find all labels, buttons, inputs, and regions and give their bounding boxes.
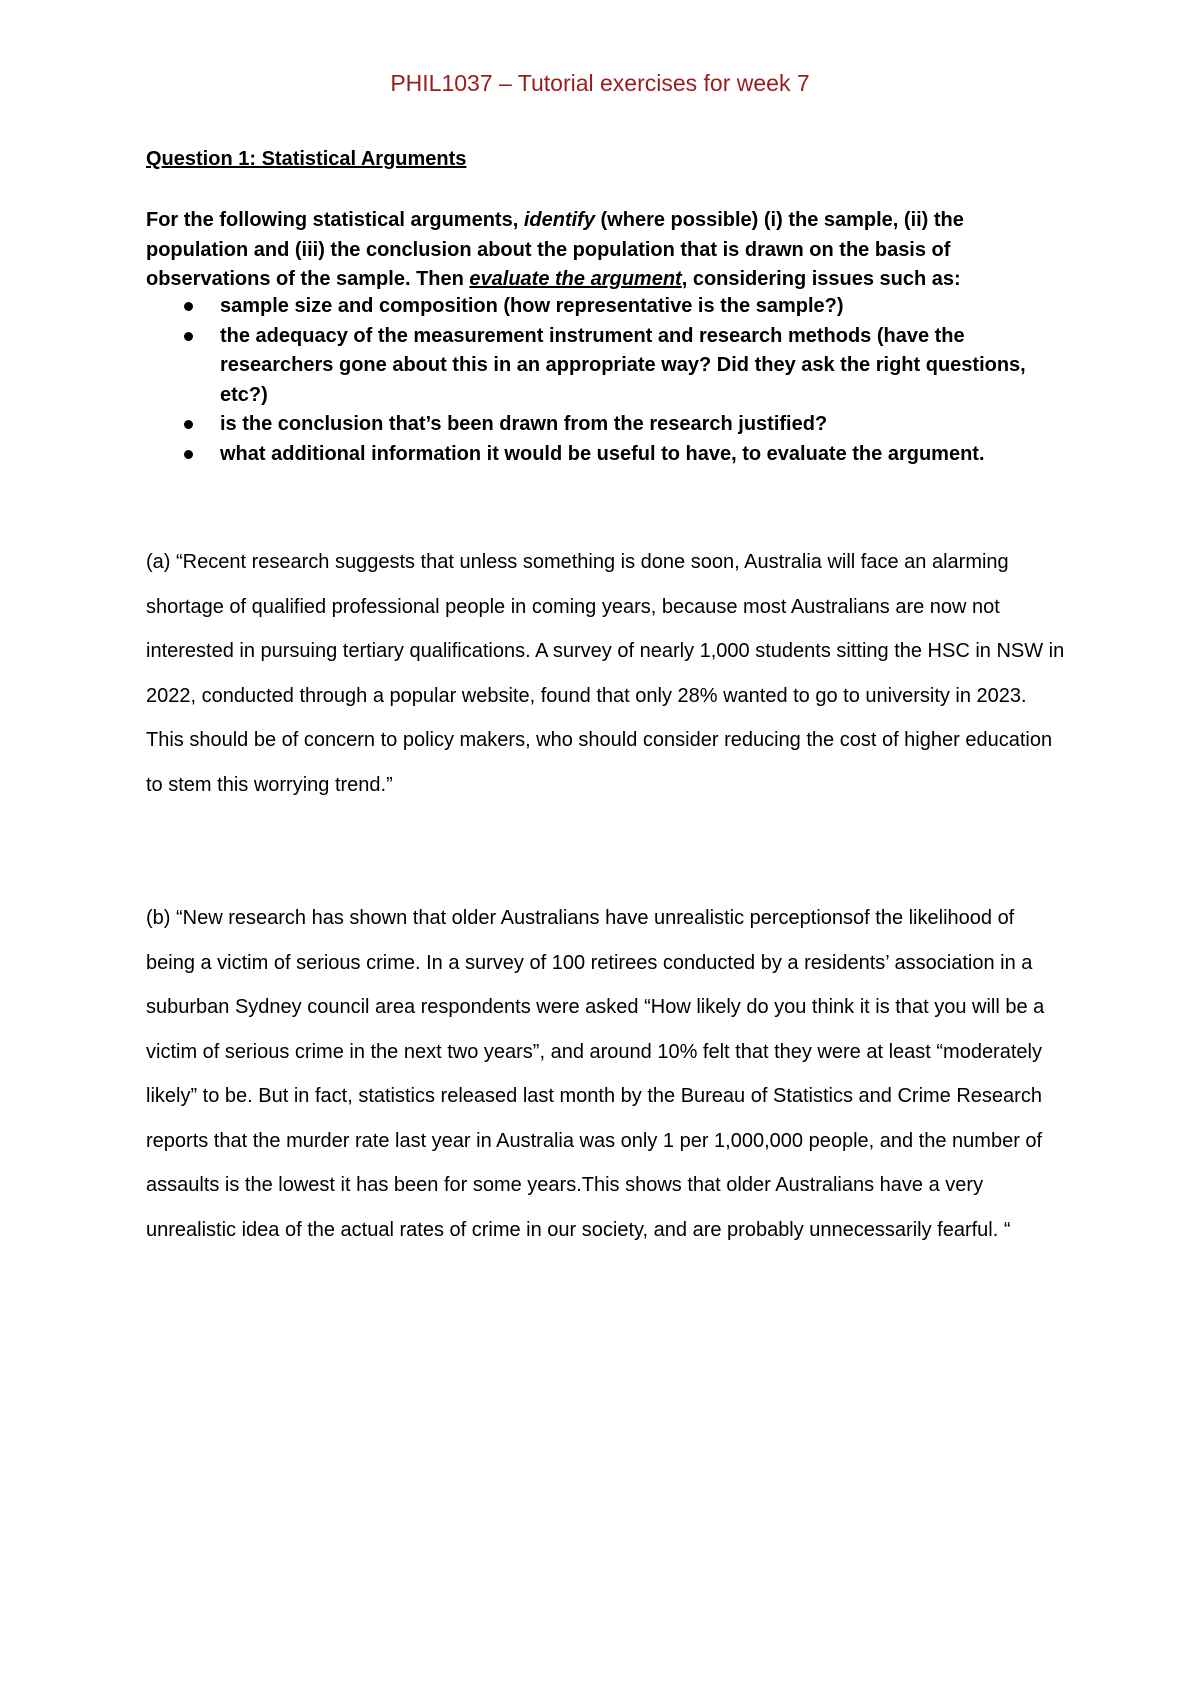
list-item [146,410,1066,440]
passage-a: (a) “Recent research suggests that unless something is done soon, Australia will face an alarming shortage of qualified professional people in coming years, because most Australians are now not interested in pursuing tertiary qualifications. A survey of nearly 1,000 students sitting the HSC in NSW in 2022, conducted through a popular website, found that only 28% wanted to go to university in 2023. This should be of concern to policy makers, who should consider reducing the cost of higher education to stem this worrying trend.” [146,551,1065,796]
instructions-text-2: (where possible) (i) the sample, (ii) the population and (iii) the conclusion about the population that is drawn on the basis of observations of the sample. Then [146,209,964,290]
list-item [146,440,1066,470]
list-item-text: sample size and composition (how representative is the sample?) [220,295,844,317]
evaluate-emphasis: evaluate the argument [469,268,682,290]
bullet-icon [184,332,193,341]
identify-emphasis: identify [523,209,595,231]
bullet-icon [184,450,193,459]
list-item-text: what additional information it would be useful to have, to evaluate the argument. [220,442,985,465]
passage-b: (b) “New research has shown that older Australians have unrealistic perceptionsof the likelihood of being a victim of serious crime. In a survey of 100 retirees conducted by a residents’ association in a suburban Sydney council area respondents were asked “How likely do you think it is that you will be a victim of serious crime in the next two years”, and around 10% felt that they were at least “moderately likely” to be. But in fact, statistics released last month by the Bureau of Statistics and Crime Research reports that the murder rate last year in Australia was only 1 per 1,000,000 people, and the number of assaults is the lowest it has been for some years.This shows that older Australians have a very unrealistic idea of the actual rates of crime in our society, and are probably unnecessarily fearful. “ [146,907,1045,1241]
list-item-text: is the conclusion that’s been drawn from the research justified? [220,413,828,435]
list-item [146,322,1066,411]
list-item [146,292,1066,322]
instructions-text-3: , considering issues such as: [681,268,961,290]
list-item-text: the adequacy of the measurement instrument and research methods (have the researchers gone about this in an appropriate way? Did they ask the right questions, etc?) [220,324,1026,406]
instructions-text-1: For the following statistical arguments, [146,209,524,231]
bullet-icon [184,302,193,311]
question-heading: Question 1: Statistical Arguments [146,148,467,170]
instructions-paragraph [146,206,1066,295]
page-title: PHIL1037 – Tutorial exercises for week 7 [390,70,810,96]
criteria-list [146,292,1066,469]
bullet-icon [184,420,193,429]
